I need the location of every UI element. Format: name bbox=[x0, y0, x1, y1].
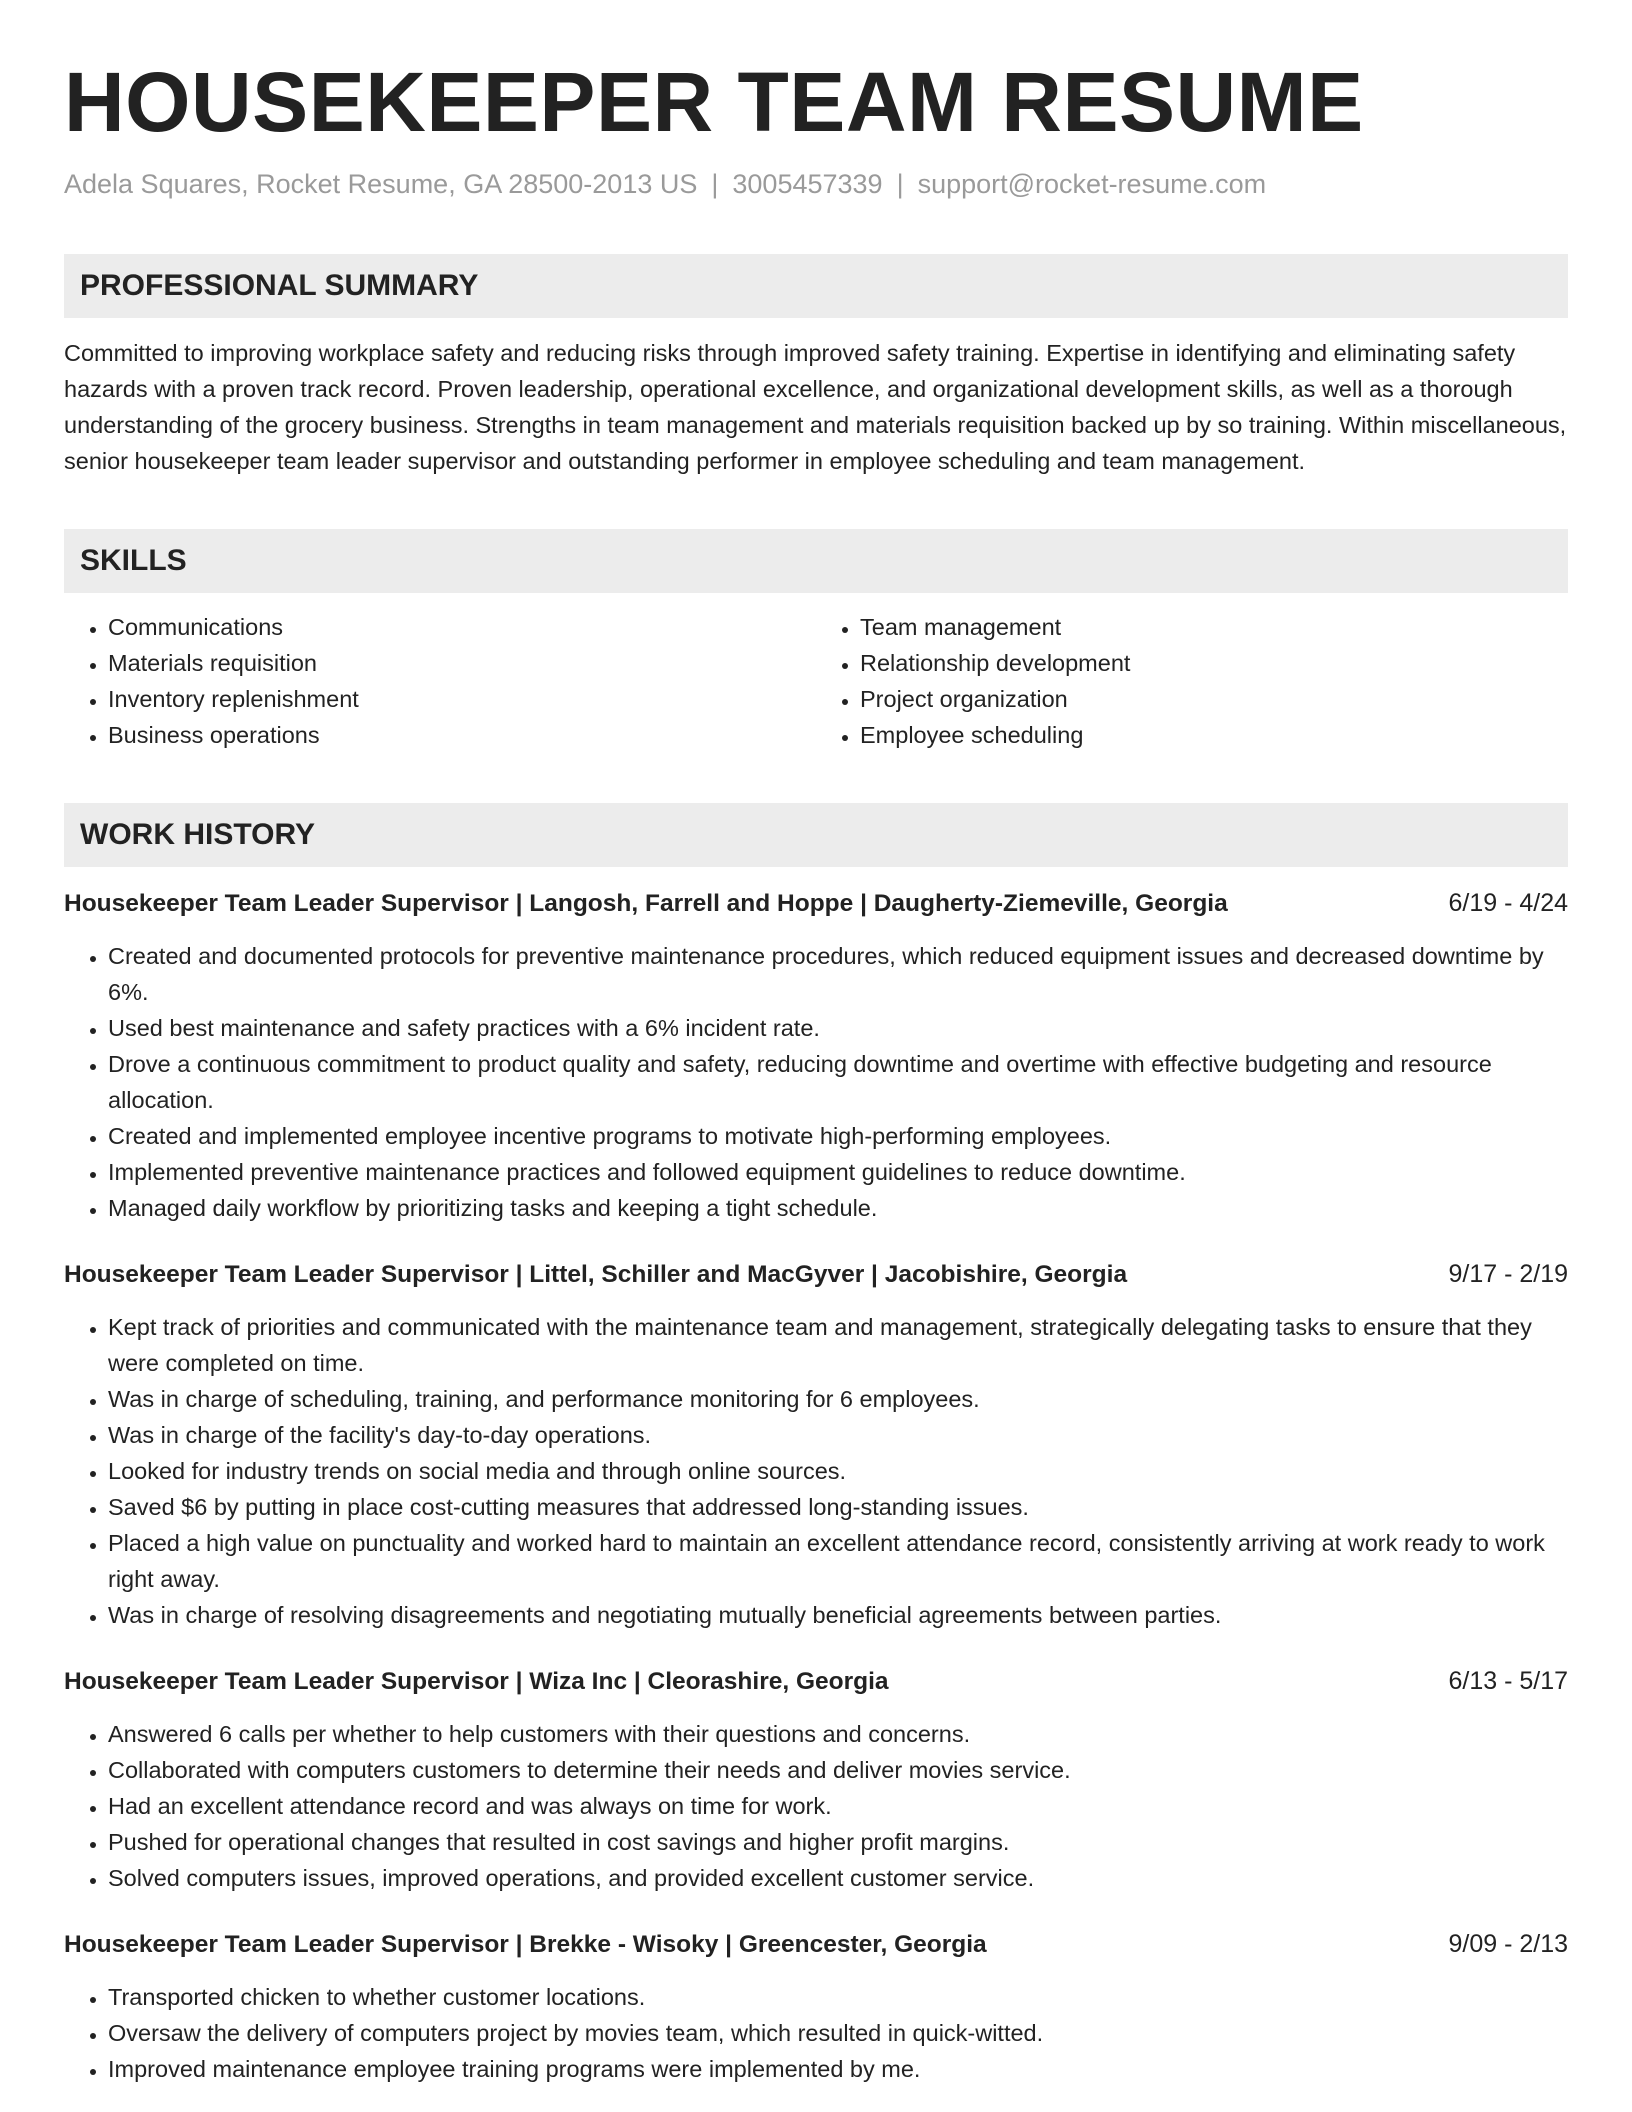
contact-phone: 3005457339 bbox=[732, 169, 883, 199]
contact-email: support@rocket-resume.com bbox=[917, 169, 1267, 199]
job-bullets bbox=[64, 938, 1568, 1226]
job-dates: 6/19 - 4/24 bbox=[1448, 889, 1568, 917]
job-entry bbox=[64, 885, 1568, 1226]
job-bullet: • Improved maintenance employee training programs were implemented by me. bbox=[108, 2051, 1568, 2087]
job-bullet: • Solved computers issues, improved operations, and provided excellent customer service. bbox=[108, 1860, 1568, 1896]
job-header bbox=[64, 1926, 1568, 1963]
summary-text: Committed to improving workplace safety and reducing risks through improved safety training. Expertise in identifying and eliminating safety hazards with a proven track record. Proven leadership, operational excellence, and organizational development skills, as well as a thorough understanding of the grocery business. Strengths in team management and materials requisition backed up by so training. Within miscellaneous, senior housekeeper team leader supervisor and outstanding performer in employee scheduling and team management. bbox=[64, 340, 1567, 474]
job-bullets bbox=[64, 1979, 1568, 2087]
job-bullet: • Managed daily workflow by prioritizing tasks and keeping a tight schedule. bbox=[108, 1190, 1568, 1226]
job-dates: 9/09 - 2/13 bbox=[1448, 1930, 1568, 1958]
skill-item: • Communications bbox=[108, 609, 816, 645]
skill-item: • Relationship development bbox=[860, 645, 1568, 681]
skill-item: • Team management bbox=[860, 609, 1568, 645]
job-bullets bbox=[64, 1716, 1568, 1896]
job-entry bbox=[64, 1256, 1568, 1633]
job-bullet: • Had an excellent attendance record and was always on time for work. bbox=[108, 1788, 1568, 1824]
job-bullet: • Created and implemented employee incentive programs to motivate high-performing employees. bbox=[108, 1118, 1568, 1154]
skill-item: • Project organization bbox=[860, 681, 1568, 717]
job-title: Housekeeper Team Leader Supervisor | Wiza Inc | Cleorashire, Georgia bbox=[64, 1668, 889, 1695]
job-bullet: • Transported chicken to whether customer locations. bbox=[108, 1979, 1568, 2015]
job-bullet: • Pushed for operational changes that resulted in cost savings and higher profit margins. bbox=[108, 1824, 1568, 1860]
job-bullet: • Looked for industry trends on social media and through online sources. bbox=[108, 1453, 1568, 1489]
skills-column-right bbox=[816, 609, 1568, 753]
job-header bbox=[64, 885, 1568, 922]
job-title: Housekeeper Team Leader Supervisor | Littel, Schiller and MacGyver | Jacobishire, Georgia bbox=[64, 1261, 1128, 1288]
skill-item: • Employee scheduling bbox=[860, 717, 1568, 753]
job-bullet: • Drove a continuous commitment to product quality and safety, reducing downtime and overtime with effective budgeting and resource allocation. bbox=[108, 1046, 1568, 1118]
job-dates: 9/17 - 2/19 bbox=[1448, 1260, 1568, 1288]
job-entry bbox=[64, 1926, 1568, 2087]
job-header bbox=[64, 1663, 1568, 1700]
skill-item: • Inventory replenishment bbox=[108, 681, 816, 717]
skill-item: • Business operations bbox=[108, 717, 816, 753]
contact-separator: | bbox=[711, 169, 719, 199]
job-entry bbox=[64, 1663, 1568, 1896]
job-bullet: • Kept track of priorities and communicated with the maintenance team and management, strategically delegating tasks to ensure that they were completed on time. bbox=[108, 1309, 1568, 1381]
resume-title: HOUSEKEEPER TEAM RESUME bbox=[64, 55, 1364, 149]
job-bullets bbox=[64, 1309, 1568, 1633]
section-header-summary: PROFESSIONAL SUMMARY bbox=[64, 254, 1568, 318]
contact-address: Adela Squares, Rocket Resume, GA 28500-2013 US bbox=[64, 169, 698, 199]
job-bullet: • Oversaw the delivery of computers project by movies team, which resulted in quick-witted. bbox=[108, 2015, 1568, 2051]
job-bullet: • Collaborated with computers customers to determine their needs and deliver movies service. bbox=[108, 1752, 1568, 1788]
job-bullet: • Was in charge of resolving disagreements and negotiating mutually beneficial agreements between parties. bbox=[108, 1597, 1568, 1633]
job-bullet: • Saved $6 by putting in place cost-cutting measures that addressed long-standing issues. bbox=[108, 1489, 1568, 1525]
job-bullet: • Answered 6 calls per whether to help customers with their questions and concerns. bbox=[108, 1716, 1568, 1752]
skills-list bbox=[64, 609, 1568, 753]
job-header bbox=[64, 1256, 1568, 1293]
job-bullet: • Was in charge of scheduling, training, and performance monitoring for 6 employees. bbox=[108, 1381, 1568, 1417]
job-dates: 6/13 - 5/17 bbox=[1448, 1667, 1568, 1695]
job-bullet: • Was in charge of the facility's day-to-day operations. bbox=[108, 1417, 1568, 1453]
job-bullet: • Created and documented protocols for preventive maintenance procedures, which reduced equipment issues and decreased downtime by 6%. bbox=[108, 938, 1568, 1010]
skills-column-left bbox=[64, 609, 816, 753]
skill-item: • Materials requisition bbox=[108, 645, 816, 681]
contact-line bbox=[64, 166, 1568, 202]
job-bullet: • Placed a high value on punctuality and worked hard to maintain an excellent attendance record, consistently arriving at work ready to work right away. bbox=[108, 1525, 1568, 1597]
section-header-skills: SKILLS bbox=[64, 529, 1568, 593]
job-title: Housekeeper Team Leader Supervisor | Langosh, Farrell and Hoppe | Daugherty-Ziemeville, Georgia bbox=[64, 890, 1228, 917]
contact-separator: | bbox=[896, 169, 904, 199]
job-title: Housekeeper Team Leader Supervisor | Brekke - Wisoky | Greencester, Georgia bbox=[64, 1931, 987, 1958]
job-bullet: • Used best maintenance and safety practices with a 6% incident rate. bbox=[108, 1010, 1568, 1046]
section-header-work-history: WORK HISTORY bbox=[64, 803, 1568, 867]
job-bullet: • Implemented preventive maintenance practices and followed equipment guidelines to reduce downtime. bbox=[108, 1154, 1568, 1190]
